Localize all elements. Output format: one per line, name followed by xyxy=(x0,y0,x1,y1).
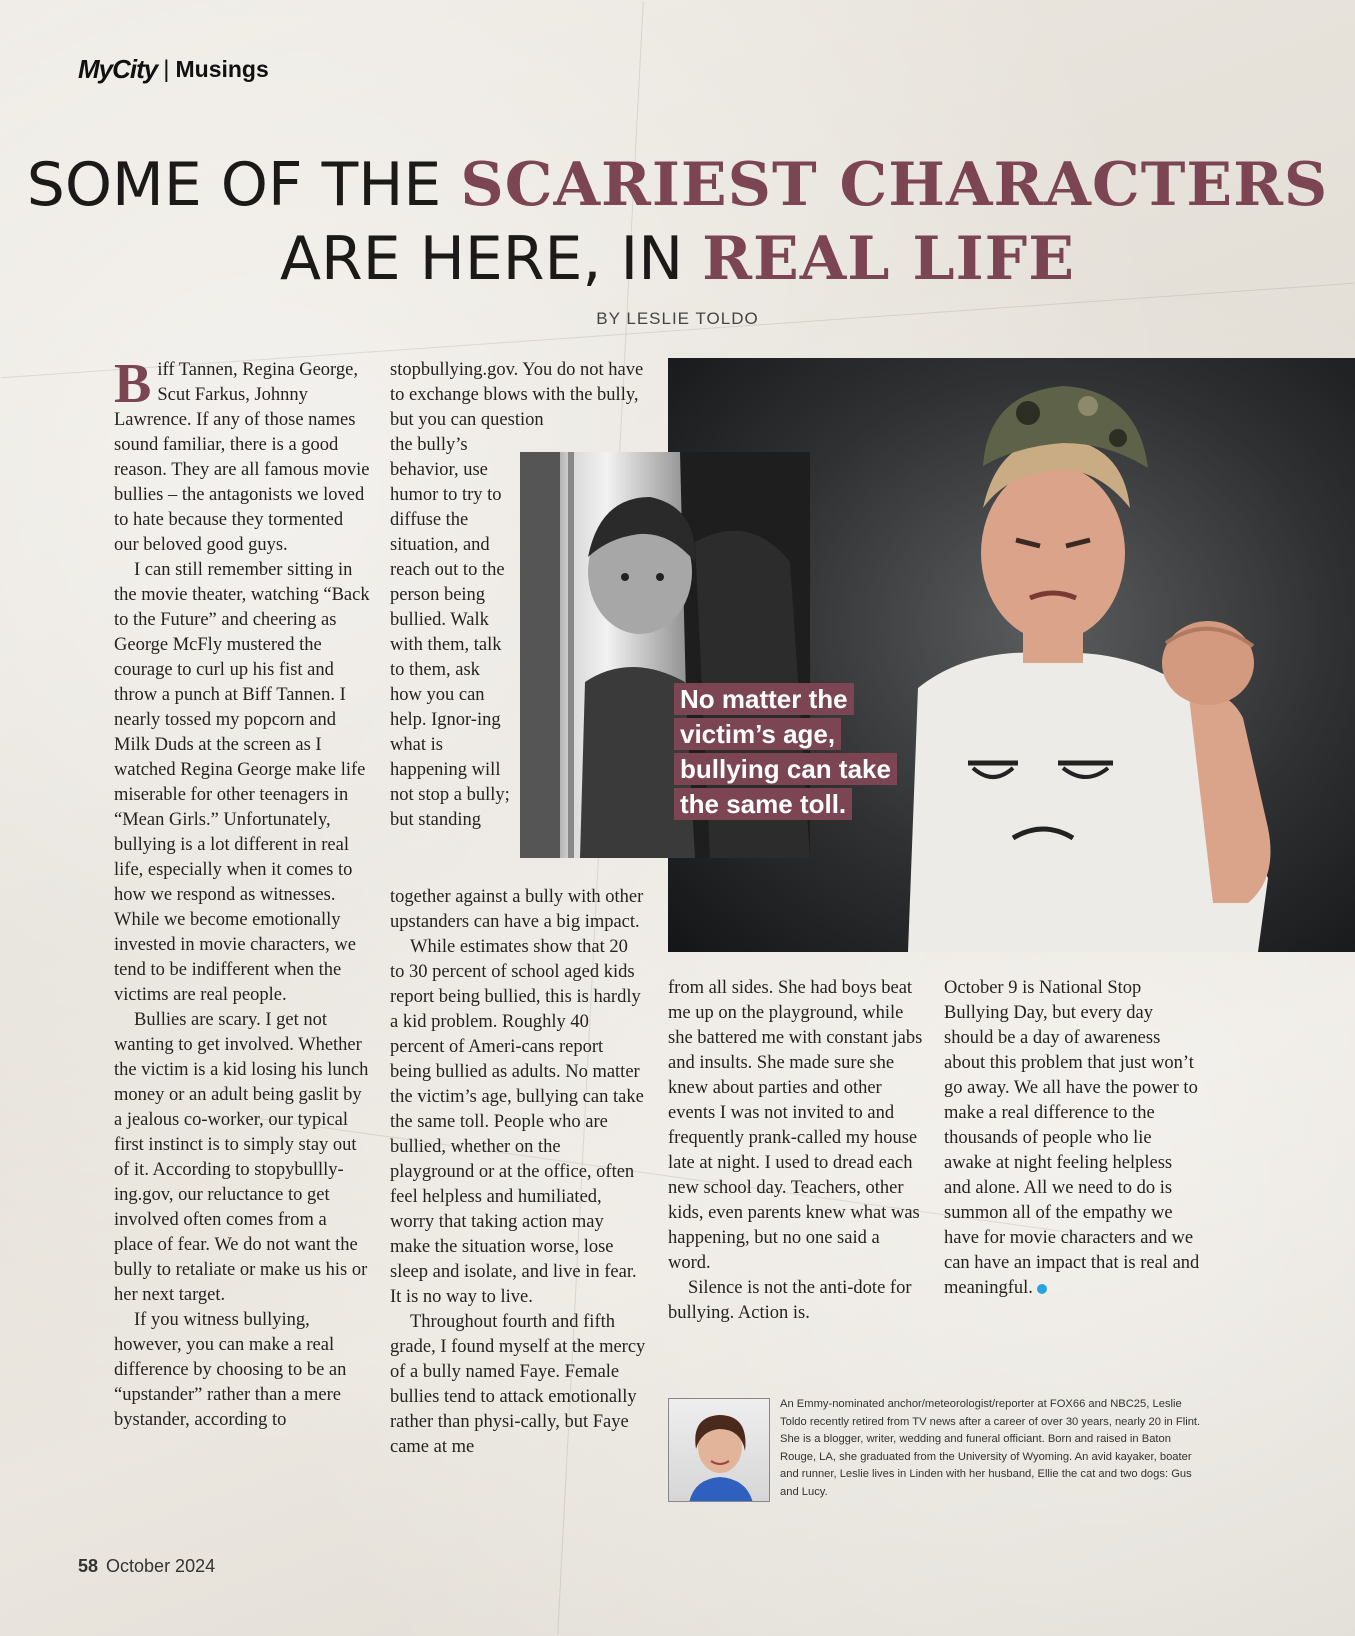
page-footer xyxy=(78,1556,215,1577)
byline: BY LESLIE TOLDO xyxy=(596,309,759,328)
article-column-2-top xyxy=(390,358,646,433)
article-column-4 xyxy=(944,976,1200,1301)
paragraph-text: iff Tannen, Regina George, Scut Farkus, Johnny Lawrence. If any of those names sound familiar, there is a good reason. They are all famous movie bullies – the antagonists we loved to hate because they tormented our beloved good guys. xyxy=(114,360,370,555)
headline-plain: SOME OF THE xyxy=(26,150,461,220)
pull-quote-line: victim’s age, xyxy=(674,718,841,750)
author-portrait-illustration xyxy=(669,1399,770,1502)
article-paragraph: Silence is not the anti-dote for bullying. Action is. xyxy=(668,1278,912,1323)
article-column-1 xyxy=(114,353,370,1433)
brand-separator: | xyxy=(163,55,170,83)
article-column-2-bottom xyxy=(390,885,646,1460)
brand-logo: MyCity xyxy=(78,54,158,84)
article-paragraph: Throughout fourth and fifth grade, I found myself at the mercy of a bully named Faye. Female bullies tend to attack emotionally rather than physi-cally, but Faye came at me xyxy=(390,1312,646,1457)
article-paragraph: If you witness bullying, however, you can make a real difference by choosing to be an “upstander” rather than a mere bystander, according to xyxy=(114,1310,347,1430)
section-name: Musings xyxy=(175,56,269,82)
article-paragraph: I can still remember sitting in the movie theater, watching “Back to the Future” and cheering as George McFly mustered the courage to curl up his fist and throw a punch at Biff Tannen. I nearly tossed my popcorn and Milk Duds at the screen as I watched Regina George make life miserable for other teenagers in “Mean Girls.” Unfortunately, bullying is a lot different in real life, especially when it comes to how we respond as witnesses. While we become emotionally invested in movie characters, we tend to be indifferent when the victims are real people. xyxy=(114,560,370,1005)
pull-quote-line: bullying can take xyxy=(674,753,897,785)
end-mark-icon xyxy=(1037,1284,1047,1294)
headline-line-2 xyxy=(0,222,1355,296)
paragraph-text: October 9 is National Stop Bullying Day, but every day should be a day of awareness about this problem that just won’t go away. We all have the power to make a real difference to the thousands of people who lie awake at night feeling helpless and alone. All we need to do is summon all of the empathy we have for movie characters and we can have an impact that is real and meaningful. xyxy=(944,978,1200,1298)
headline-accent: REAL LIFE xyxy=(702,224,1075,294)
article-paragraph xyxy=(114,353,370,558)
article-paragraph: together against a bully with other upstanders can have a big impact. xyxy=(390,887,644,932)
headline-line-1 xyxy=(0,148,1355,222)
article-paragraph: stopbullying.gov. You do not have to exchange blows with the bully, but you can question xyxy=(390,360,644,430)
issue-date: October 2024 xyxy=(106,1556,216,1576)
pull-quote-line: the same toll. xyxy=(674,788,852,820)
article-headline xyxy=(0,148,1355,296)
article-paragraph: While estimates show that 20 to 30 percent of school aged kids report being bullied, this is hardly a kid problem. Roughly 40 percent of Ameri-cans report being bullied as adults. No matter the victim’s age, bullying can take the same toll. People who are bullied, whether on the playground or at the office, often feel helpless and humiliated, worry that taking action may make the situation worse, lose sleep and isolate, and live in fear. It is no way to live. xyxy=(390,937,644,1307)
article-paragraph: Bullies are scary. I get not wanting to get involved. Whether the victim is a kid losing his lunch money or an adult being gaslit by a jealous co-worker, our typical first instinct is to simply stay out of it. According to stopybullly-ing.gov, our reluctance to get involved often comes from a place of fear. We do not want the bully to retaliate or make us his or her next target. xyxy=(114,1010,369,1305)
article-paragraph: from all sides. She had boys beat me up on the playground, while she battered me with constant jabs and insults. She made sure she knew about parties and other events I was not invited to and frequently prank-called my house late at night. I used to dread each new school day. Teachers, other kids, even parents knew what was happening, but no one said a word. xyxy=(668,978,923,1273)
magazine-brand xyxy=(78,54,269,85)
headline-accent: SCARIEST CHARACTERS xyxy=(460,150,1329,220)
drop-cap: B xyxy=(114,353,152,415)
pull-quote xyxy=(674,682,897,822)
pull-quote-line: No matter the xyxy=(674,683,854,715)
article-paragraph: the bully’s behavior, use humor to try to diffuse the situation, and reach out to the person being bullied. Walk with them, talk to them, ask how you can help. Ignor-ing what is happening will not stop a bully; but standing xyxy=(390,435,510,830)
page-number: 58 xyxy=(78,1556,99,1576)
author-bio: An Emmy-nominated anchor/meteorologist/reporter at FOX66 and NBC25, Leslie Toldo recently retired from TV news after a career of over 30 years, nearly 20 in Flint. She is a blogger, writer, wedding and funeral officiant. Born and raised in Baton Rouge, LA, she graduated from the University of Wyoming. An avid kayaker, boater and runner, Leslie lives in Linden with her husband, Ellie the cat and two dogs: Gus and Lucy. xyxy=(780,1398,1201,1498)
article-paragraph xyxy=(944,976,1200,1301)
headline-plain: ARE HERE, IN xyxy=(280,224,703,294)
article-column-3 xyxy=(668,976,924,1326)
author-photo xyxy=(668,1398,770,1502)
article-column-2-wrap xyxy=(390,433,512,833)
